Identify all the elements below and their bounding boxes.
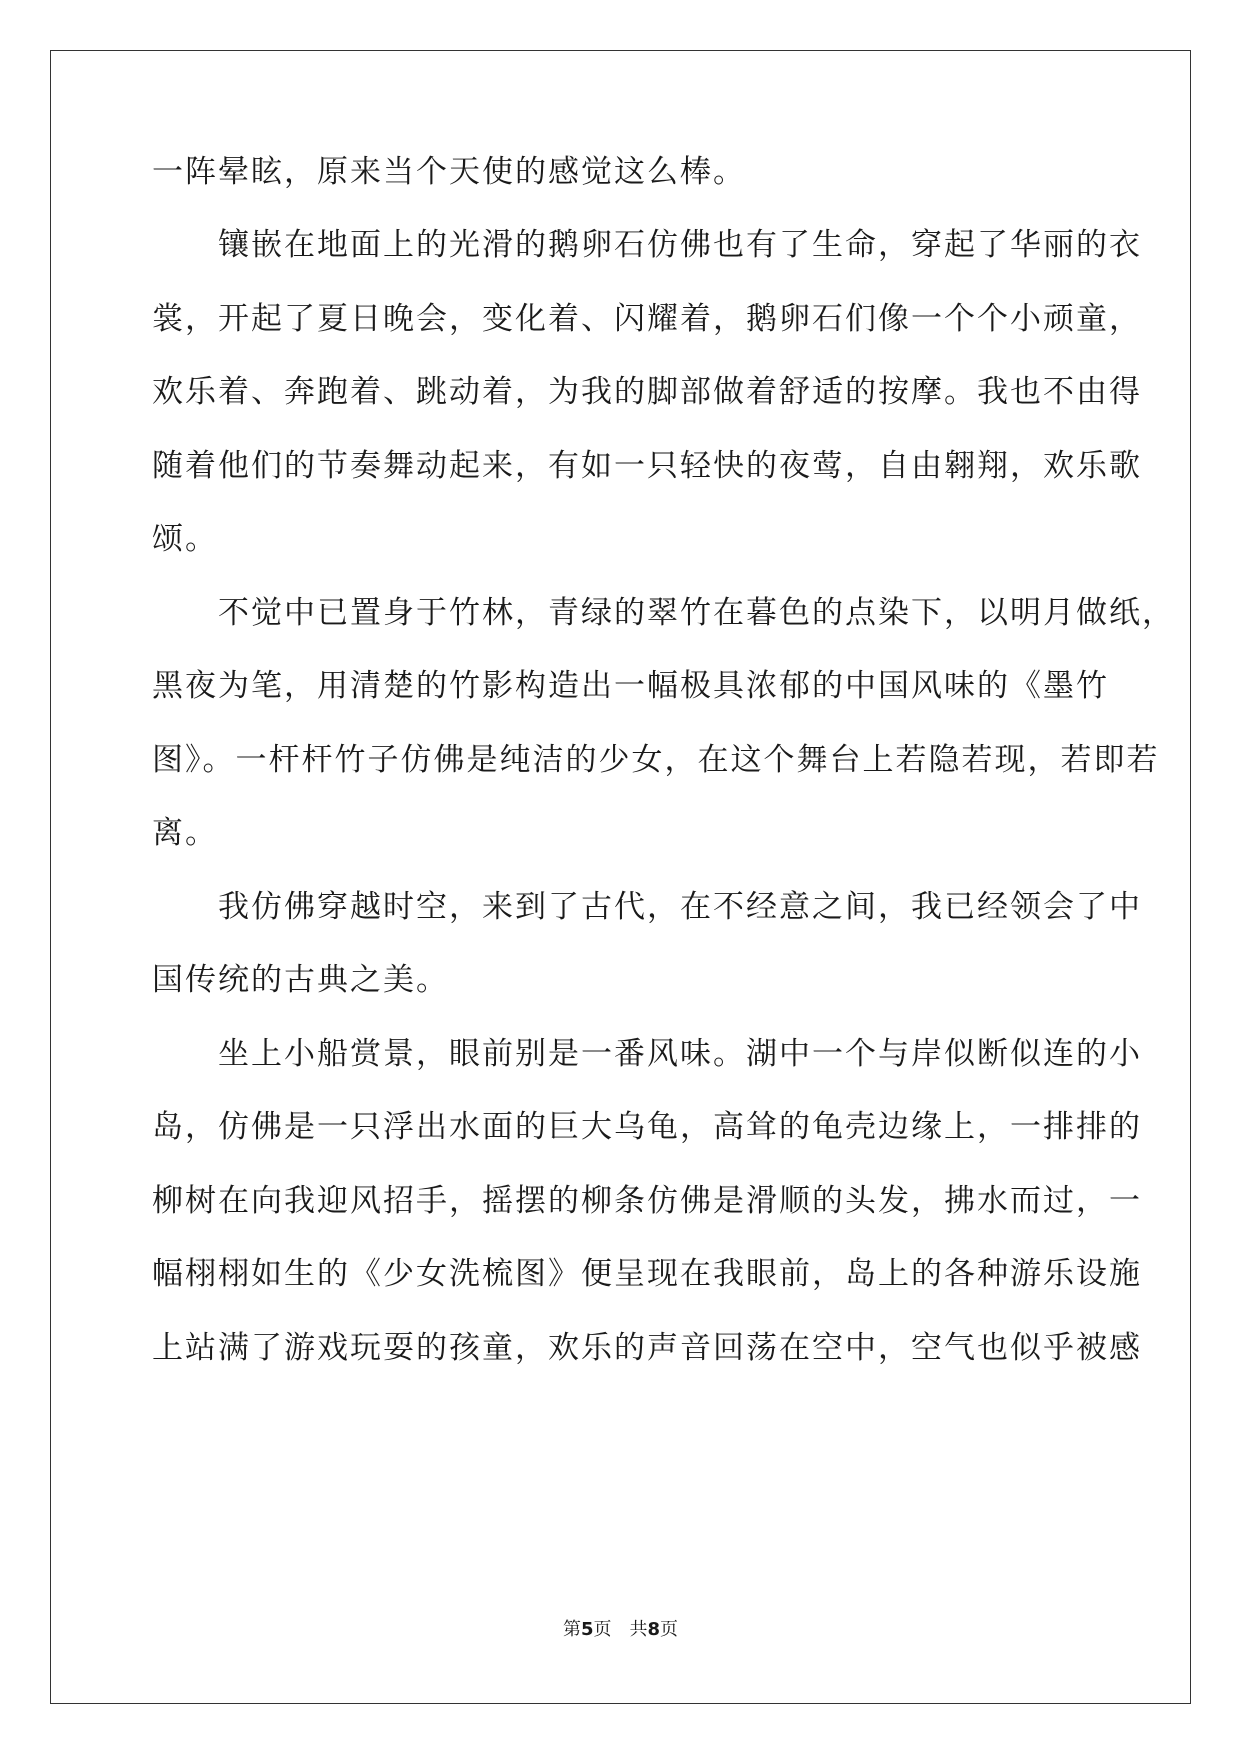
text-line: 岛，仿佛是一只浮出水面的巨大乌龟，高耸的龟壳边缘上，一排排的 (152, 1109, 1142, 1145)
total-suffix: 页 (660, 1619, 679, 1640)
total-prefix: 共 (629, 1619, 648, 1640)
text-line: 欢乐着、奔跑着、跳动着，为我的脚部做着舒适的按摩。我也不由得 (152, 374, 1142, 410)
page-footer (0, 1618, 1241, 1642)
text-line: 镶嵌在地面上的光滑的鹅卵石仿佛也有了生命，穿起了华丽的衣 (152, 227, 1142, 263)
total-page-count: 8 (647, 1619, 661, 1640)
page-suffix: 页 (593, 1619, 612, 1640)
text-line: 图》。一杆杆竹子仿佛是纯洁的少女，在这个舞台上若隐若现，若即若 (152, 742, 1160, 778)
current-page-number: 5 (580, 1619, 594, 1640)
text-line: 坐上小船赏景，眼前别是一番风味。湖中一个与岸似断似连的小 (152, 1036, 1142, 1072)
text-line: 幅栩栩如生的《少女洗梳图》便呈现在我眼前，岛上的各种游乐设施 (152, 1256, 1142, 1292)
text-line: 离。 (152, 815, 218, 851)
text-line: 黑夜为笔，用清楚的竹影构造出一幅极具浓郁的中国风味的《墨竹 (152, 668, 1109, 704)
text-line: 随着他们的节奏舞动起来，有如一只轻快的夜莺，自由翱翔，欢乐歌 (152, 448, 1142, 484)
text-line: 上站满了游戏玩耍的孩童，欢乐的声音回荡在空中，空气也似乎被感 (152, 1330, 1142, 1366)
text-line: 柳树在向我迎风招手，摇摆的柳条仿佛是滑顺的头发，拂水而过，一 (152, 1183, 1142, 1219)
text-line: 颂。 (152, 521, 218, 557)
text-line: 裳，开起了夏日晚会，变化着、闪耀着，鹅卵石们像一个个小顽童， (152, 301, 1142, 337)
text-line: 不觉中已置身于竹林，青绿的翠竹在暮色的点染下，以明月做纸， (152, 595, 1175, 631)
text-line: 一阵晕眩，原来当个天使的感觉这么棒。 (152, 154, 746, 190)
page-prefix: 第 (562, 1619, 581, 1640)
text-line: 我仿佛穿越时空，来到了古代，在不经意之间，我已经领会了中 (152, 889, 1142, 925)
text-line: 国传统的古典之美。 (152, 962, 449, 998)
